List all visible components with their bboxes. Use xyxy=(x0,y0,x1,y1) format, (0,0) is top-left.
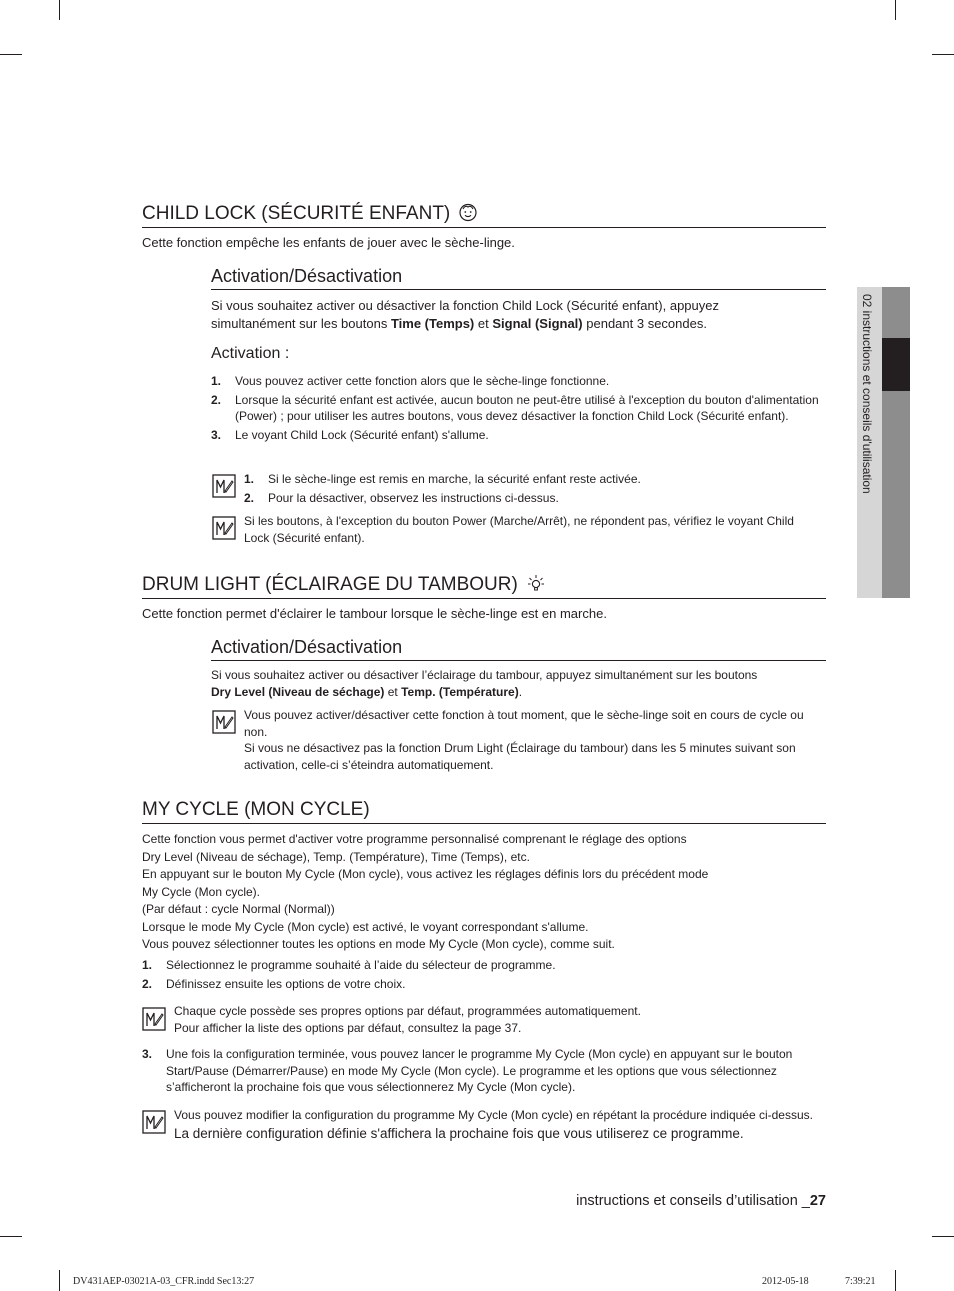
button-name-bold: Dry Level (Niveau de séchage) xyxy=(211,685,385,699)
step-text: Lorsque la sécurité enfant est activée, aucun bouton ne peut-être utilisé à l'exception du bouton d'alimentation (Power) ; pour utiliser les autres boutons, vous devez désactiver la fonction Child Lock (Sécurité enfant). xyxy=(235,392,819,423)
section-title-my-cycle xyxy=(142,799,826,824)
step-number: 1. xyxy=(211,374,222,388)
paragraph-line: Cette fonction vous permet d'activer votre programme personnalisé comprenant le réglage des options xyxy=(142,832,687,846)
paragraph-line: Si vous souhaitez activer ou désactiver l’éclairage du tambour, appuyez simultanément sur les boutons xyxy=(211,668,758,682)
light-bulb-icon xyxy=(526,573,546,593)
paragraph-line: (Par défaut : cycle Normal (Normal)) xyxy=(142,902,335,916)
step-number: 1. xyxy=(142,958,153,972)
drum-light-note xyxy=(244,707,819,773)
step-number: 1. xyxy=(244,472,255,486)
step-text: Le voyant Child Lock (Sécurité enfant) s'allume. xyxy=(235,427,489,442)
list-item xyxy=(142,1046,802,1096)
my-cycle-step-3 xyxy=(142,1046,802,1096)
child-lock-subtitle: Activation/Désactivation xyxy=(211,266,826,290)
text-run: simultanément sur les boutons xyxy=(211,315,391,331)
text-run: et xyxy=(474,315,493,331)
crop-mark xyxy=(59,1270,60,1291)
paragraph-line: En appuyant sur le bouton My Cycle (Mon cycle), vous activez les réglages définis lors du précédent mode xyxy=(142,867,709,881)
note-icon xyxy=(212,516,236,540)
list-item xyxy=(142,957,822,974)
button-name-bold: Temp. (Température) xyxy=(401,685,519,699)
my-cycle-paragraph xyxy=(142,831,822,954)
print-slug-date: 2012-05-18 xyxy=(762,1276,809,1287)
my-cycle-note-2 xyxy=(174,1107,814,1142)
child-face-icon xyxy=(458,202,478,222)
section-title-drum-light xyxy=(142,573,826,599)
page-footer xyxy=(576,1193,826,1209)
list-item xyxy=(244,471,824,488)
step-number: 2. xyxy=(211,392,222,407)
crop-mark xyxy=(59,0,60,20)
button-name-bold: Signal (Signal) xyxy=(492,315,583,331)
text-run: et xyxy=(384,685,402,699)
child-lock-intro: Cette fonction empêche les enfants de jouer avec le sèche-linge. xyxy=(142,235,515,250)
page-number: 27 xyxy=(809,1193,826,1209)
crop-mark xyxy=(0,1236,22,1237)
text-run: . xyxy=(518,685,523,699)
step-text: Une fois la configuration terminée, vous pouvez lancer le programme My Cycle (Mon cycle) en appuyant sur le bouton Start/Pause (Démarrer/Pause) en mode My Cycle (Mon cycle). Le programme et les options que vous sélectionnez s’afficheront la prochaine fois que vous sélectionnerez My Cycle (Mon cycle). xyxy=(166,1047,793,1094)
note-line: Vous pouvez modifier la configuration du programme My Cycle (Mon cycle) en répétant la procédure indiquée ci-dessus. xyxy=(174,1108,813,1122)
my-cycle-note-1 xyxy=(174,1003,814,1036)
print-slug-time: 7:39:21 xyxy=(845,1276,876,1287)
button-name-bold: Time (Temps) xyxy=(390,315,475,331)
list-item xyxy=(211,427,821,444)
paragraph-line xyxy=(211,315,826,333)
side-tab-marker-active xyxy=(882,338,910,391)
drum-light-paragraph xyxy=(211,667,826,701)
child-lock-steps xyxy=(211,373,821,445)
activation-label: Activation : xyxy=(211,345,290,362)
step-text: Si le sèche-linge est remis en marche, la sécurité enfant reste activée. xyxy=(268,472,641,486)
note-line: La dernière configuration définie s'affichera la prochaine fois que vous utiliserez ce programme. xyxy=(174,1125,744,1141)
note-line: Vous pouvez activer/désactiver cette fonction à tout moment, que le sèche-linge soit en cours de cycle ou non. xyxy=(244,708,804,739)
crop-mark xyxy=(895,1270,896,1291)
child-lock-paragraph xyxy=(211,297,826,332)
paragraph-line: Dry Level (Niveau de séchage), Temp. (Température), Time (Temps), etc. xyxy=(142,849,530,864)
drum-light-intro: Cette fonction permet d'éclairer le tambour lorsque le sèche-linge est en marche. xyxy=(142,606,607,621)
footer-label: instructions et conseils d’utilisation _ xyxy=(576,1193,810,1209)
section-title-child-lock xyxy=(142,202,826,228)
note-line: Si vous ne désactivez pas la fonction Drum Light (Éclairage du tambour) dans les 5 minutes suivant son activation, celle-ci s’éteindra automatiquement. xyxy=(244,741,796,772)
list-item xyxy=(244,490,824,507)
my-cycle-steps xyxy=(142,957,822,994)
section-title-text: DRUM LIGHT (ÉCLAIRAGE DU TAMBOUR) xyxy=(142,574,518,595)
note-icon xyxy=(212,710,236,734)
step-text: Définissez ensuite les options de votre choix. xyxy=(166,976,406,991)
paragraph-line: Si vous souhaitez activer ou désactiver la fonction Child Lock (Sécurité enfant), appuyez xyxy=(211,298,719,313)
side-tab-marker xyxy=(882,287,910,338)
crop-mark xyxy=(932,54,954,55)
step-text: Vous pouvez activer cette fonction alors que le sèche-linge fonctionne. xyxy=(235,374,610,388)
note-line: Pour afficher la liste des options par défaut, consultez la page 37. xyxy=(174,1020,522,1035)
paragraph-line: My Cycle (Mon cycle). xyxy=(142,884,261,899)
crop-mark xyxy=(895,0,896,20)
step-text: Pour la désactiver, observez les instructions ci-dessus. xyxy=(268,490,559,505)
side-tab-label: 02 instructions et conseils d'utilisation xyxy=(860,294,874,494)
step-text: Sélectionnez le programme souhaité à l’aide du sélecteur de programme. xyxy=(166,958,556,972)
text-run: pendant 3 secondes. xyxy=(582,315,707,331)
side-tab-marker xyxy=(882,391,910,598)
list-item xyxy=(211,392,821,425)
crop-mark xyxy=(0,54,22,55)
child-lock-note-2: Si les boutons, à l'exception du bouton Power (Marche/Arrêt), ne répondent pas, vérifiez le voyant Child Lock (Sécurité enfant). xyxy=(244,514,794,545)
step-number: 2. xyxy=(142,976,153,991)
drum-light-subtitle: Activation/Désactivation xyxy=(211,637,826,661)
print-slug-file: DV431AEP-03021A-03_CFR.indd Sec13:27 xyxy=(73,1276,255,1287)
list-item xyxy=(142,976,822,993)
paragraph-line: Lorsque le mode My Cycle (Mon cycle) est activé, le voyant correspondant s'allume. xyxy=(142,919,589,934)
note-icon xyxy=(142,1110,166,1134)
note-line: Chaque cycle possède ses propres options par défaut, programmées automatiquement. xyxy=(174,1004,641,1018)
step-number: 2. xyxy=(244,490,255,505)
step-number: 3. xyxy=(142,1047,153,1061)
note-icon xyxy=(142,1007,166,1031)
note-icon xyxy=(212,474,236,498)
crop-mark xyxy=(932,1236,954,1237)
paragraph-line: Vous pouvez sélectionner toutes les options en mode My Cycle (Mon cycle), comme suit. xyxy=(142,937,615,951)
list-item xyxy=(211,373,821,390)
section-title-text: MY CYCLE (MON CYCLE) xyxy=(142,799,370,820)
section-title-text: CHILD LOCK (SÉCURITÉ ENFANT) xyxy=(142,203,451,224)
child-lock-note-list xyxy=(244,471,824,508)
paragraph-line xyxy=(211,684,826,701)
step-number: 3. xyxy=(211,427,222,442)
